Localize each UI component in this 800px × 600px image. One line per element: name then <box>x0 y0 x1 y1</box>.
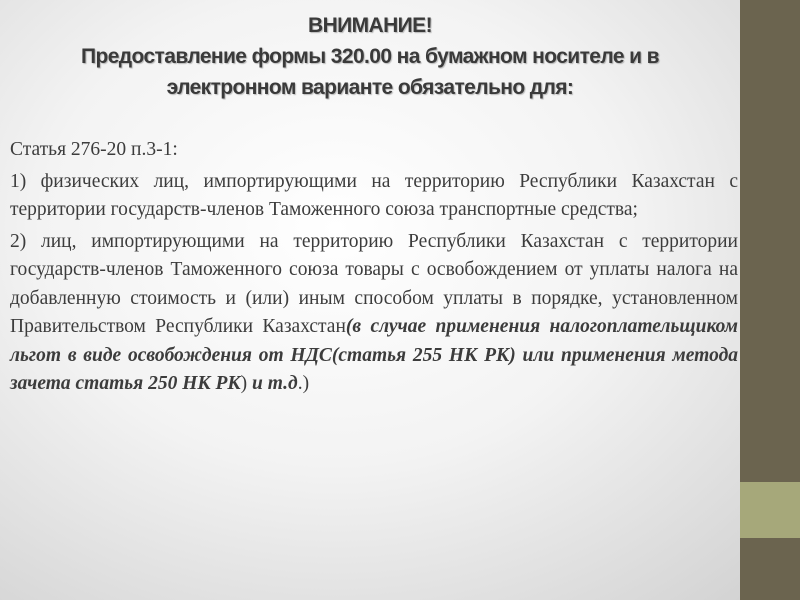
title-line-mandatory: электронном варианте обязательно для: <box>166 76 574 99</box>
list-item-2-text: 2) лиц, импортирующими на территорию Республики Казахстан с территории государств-членов Таможенного союза товары с освобождением от уплаты налога на добавленную стоимость и (или) иным способом уплаты в порядке, установленном Правительством Республики Казахстан <box>10 230 738 337</box>
article-reference: Статья 276-20 п.3-1: <box>10 139 178 160</box>
list-item-2-etc: и т.д <box>252 373 298 394</box>
list-item-2-end: .) <box>297 373 310 394</box>
side-accent-block <box>740 482 800 538</box>
title-line-warning: ВНИМАНИЕ! <box>308 14 432 37</box>
list-item-1: 1) физических лиц, импортирующими на территорию Республики Казахстан с территории государств-членов Таможенного союза транспортные средства; <box>10 170 738 220</box>
list-item-2 <box>10 228 738 399</box>
slide-body <box>10 136 738 402</box>
slide-title <box>20 10 720 103</box>
list-item-2-paren: ) <box>240 373 253 394</box>
list-item-2-emphasis: (в случае применения налогоплательщиком льгот в виде освобождения от НДС(статья 255 НК РК) или применения метода зачета статья 250 НК РК <box>10 316 738 394</box>
title-line-form: Предоставление формы 320.00 на бумажном носителе и в <box>81 45 659 68</box>
side-decoration-bar <box>740 0 800 600</box>
